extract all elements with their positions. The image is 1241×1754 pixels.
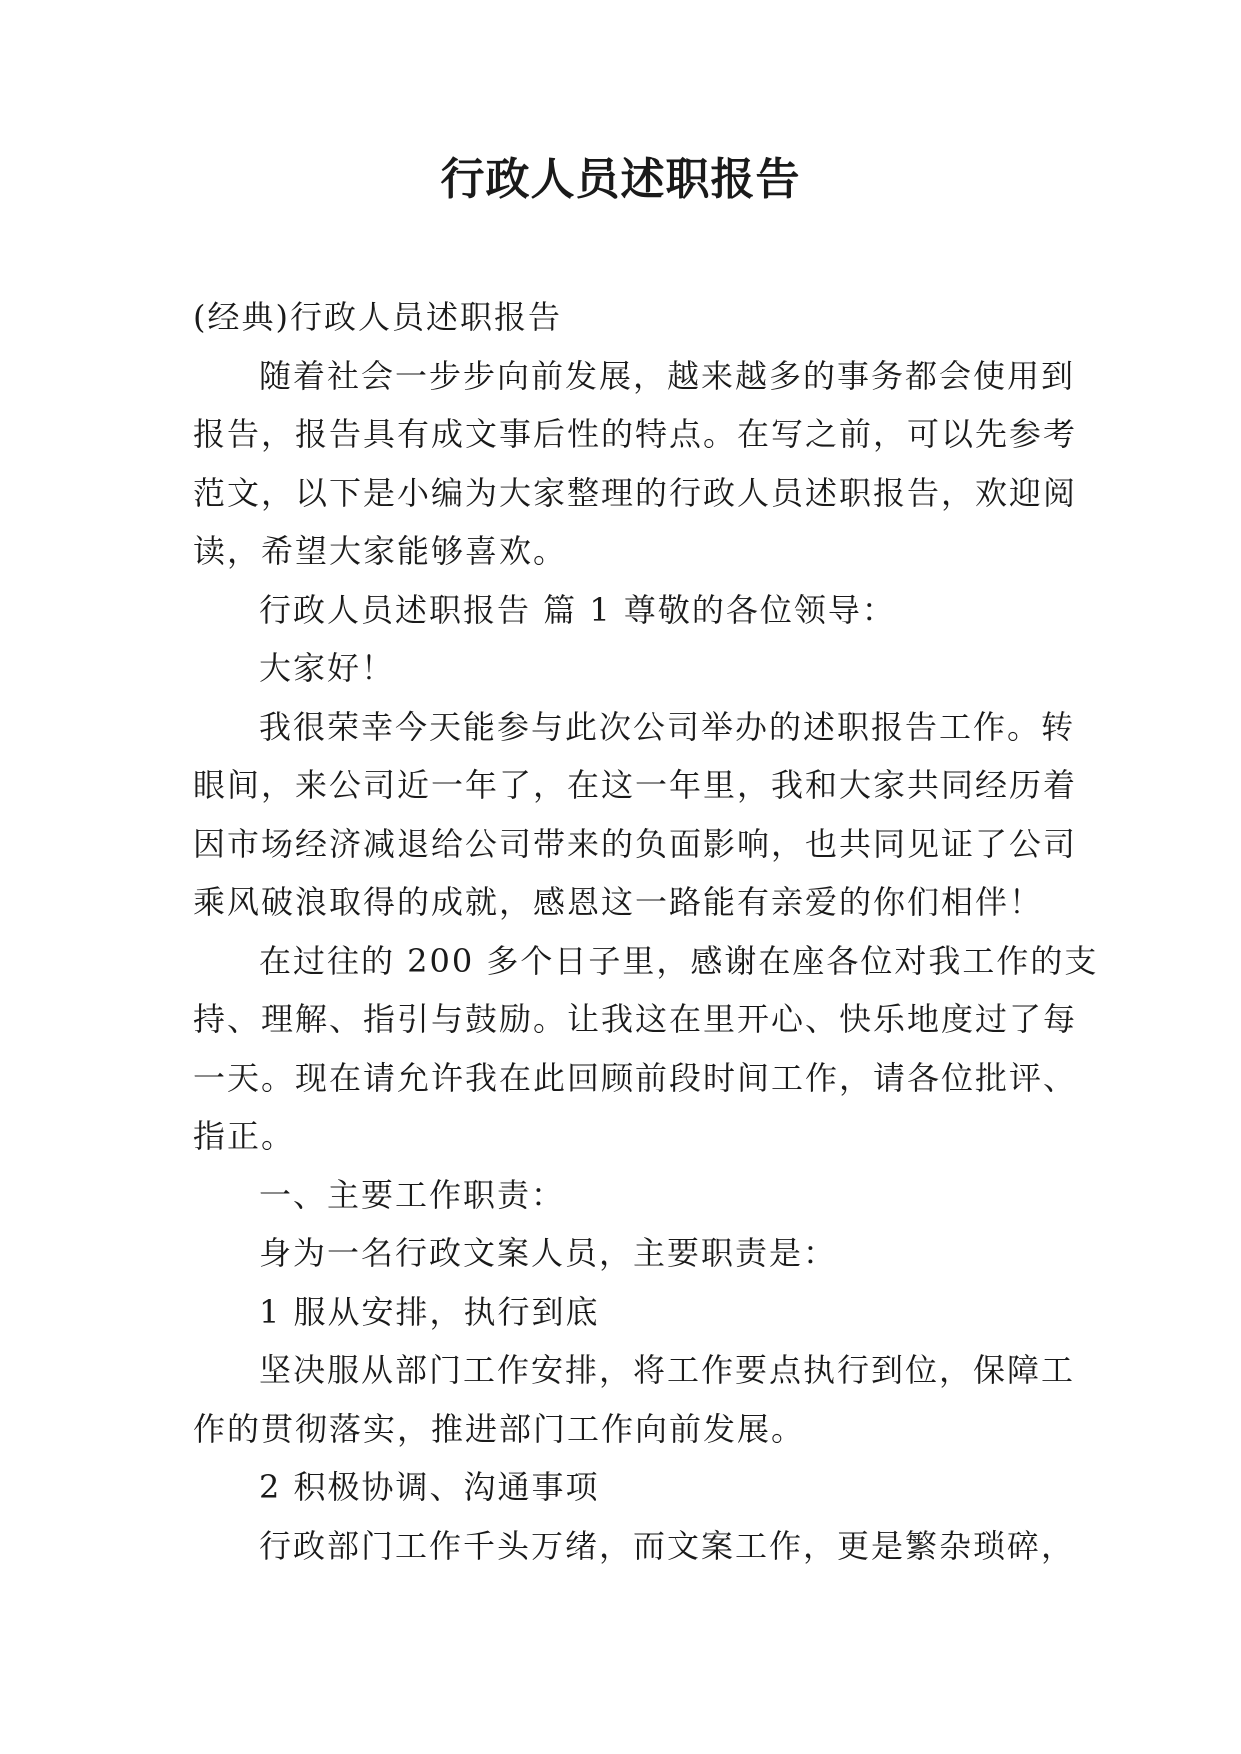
text-line: 大家好！ [259,649,396,687]
text-line: 因市场经济减退给公司带来的负面影响，也共同见证了公司 [193,824,1078,863]
text-line: 坚决服从部门工作安排，将工作要点执行到位，保障工 [259,1351,1076,1389]
text-line: 在过往的 200 多个日子里，感谢在座各位对我工作的支 [259,941,1099,980]
text-line: 我很荣幸今天能参与此次公司举办的述职报告工作。转 [259,707,1076,746]
text-line: 乘风破浪取得的成就，感恩这一路能有亲爱的你们相伴！ [193,883,1044,921]
text-line: (经典)行政人员述职报告 [193,298,562,336]
document-title: 行政人员述职报告 [440,154,801,205]
text-line: 1 服从安排，执行到底 [259,1292,600,1331]
text-line: 一天。现在请允许我在此回顾前段时间工作，请各位批评、 [193,1058,1078,1097]
text-line: 持、理解、指引与鼓励。让我这在里开心、快乐地度过了每 [193,1000,1078,1038]
text-line: 行政部门工作千头万绪，而文案工作，更是繁杂琐碎， [259,1526,1076,1565]
text-line: 眼间，来公司近一年了，在这一年里，我和大家共同经历着 [193,766,1078,804]
text-line: 指正。 [193,1117,296,1155]
text-line: 身为一名行政文案人员，主要职责是： [259,1234,838,1272]
text-line: 2 积极协调、沟通事项 [259,1468,600,1506]
text-line: 报告，报告具有成文事后性的特点。在写之前，可以先参考 [193,415,1078,453]
document-body [193,288,1099,1575]
text-line: 一、主要工作职责： [259,1175,566,1214]
text-line: 行政人员述职报告 篇 1 尊敬的各位领导： [259,590,896,629]
text-line: 读，希望大家能够喜欢。 [193,532,568,570]
text-line: 范文，以下是小编为大家整理的行政人员述职报告，欢迎阅 [193,473,1078,512]
text-line: 作的贯彻落实，推进部门工作向前发展。 [193,1409,806,1448]
text-line: 随着社会一步步向前发展，越来越多的事务都会使用到 [259,356,1076,395]
